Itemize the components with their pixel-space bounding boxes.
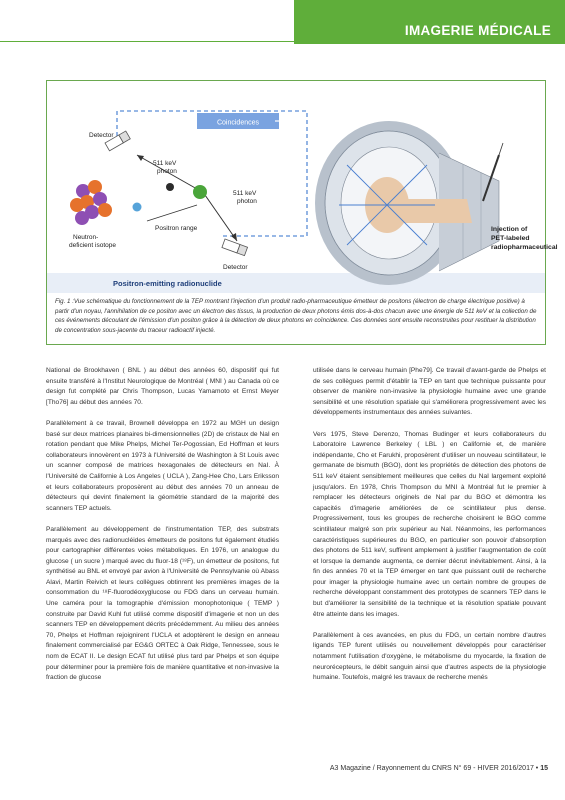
coincidences-label: Coincidences [216,119,260,127]
photon-arrow-right [205,195,237,241]
paragraph: National de Brookhaven ( BNL ) au début des années 60, dispositif qui fut ensuite transféré à l'Institut Neurologique de Montréal ( MNI ) au Canada où ce design fut complété par Chris Thompson, Lucas Yamamoto et Ernst Meyer [Tho76] au début des années 70. [46,367,279,406]
paragraph: Parallèlement à ces avancées, en plus du FDG, un certain nombre d'autres ligands TEP furent utilisés ou nouvellement développés pour caractériser notamment l'utilisation d'oxygène, le métabolisme du myocarde, la fixation de neurorécepteurs, le débit sanguin ainsi que d'autres aspects de la physiologie humaine. Toutefois, malgré les travaux de recherche menés [313,631,546,682]
pet-schematic-figure [47,81,558,293]
isotope-label-2: deficient isotope [69,242,116,249]
electron-particle [166,183,174,191]
header-rule [0,41,294,42]
figure-caption: Fig. 1 :Vue schématique du fonctionnement de la TEP montrant l'injection d'un produit radio-pharmaceutique émetteur de positons (électron de charge électrique positive) à partir d'un noyau, l'annihilation de ce positon avec un électron des tissus, la production de deux photons émis dos-à-dos chacun avec une énergie de 511 keV et la collection de ces événements découlant de l'émission d'un positon grâce à la détection de deux photons en coïncidence. Ces données sont ensuite reconstruites pour restituer la distribution de concentration sous-jacente du traceur radioactif injecté. [55,298,537,334]
pet-scanner-ring-icon [315,121,499,285]
injection-label-3: radiopharmaceutical [491,244,558,251]
photon-top-label-2: photon [157,168,177,175]
page-number: 15 [540,765,548,772]
paragraph: Vers 1975, Steve Derenzo, Thomas Budinger et leurs collaborateurs du Laboratoire Lawrence Berkeley ( LBL ) en Californie et, de manière indépendante, Cho et Farukhi, proposèrent d'utiliser un nouveau scintillateur, le germanate de bismuth (BGO), dont les propriétés de détection des photons de 511 keV étaient sensiblement meilleures que celles du NaI largement exploité jusqu'alors. En 1978, Chris Thompson du MNI à Montréal fut le premier à remplacer les détecteurs originels de NaI par du BGO et démontra les capacités d'imagerie améliorées de ce scintillateur plus dense. Progressivement, tous les groupes de recherche choisirent le BGO comme scintillateur malgré son prix supérieur au NaI. Néanmoins, les performances caractéristiques supérieures du BGO, en particulier son pouvoir d'absorption des photons de 511 keV, suffirent amplement à justifier l'augmentation de coût et lorsque la demande augmenta, ce dernier décrut inévitablement. Ainsi, à la fin des années 70 et la TEP émerger en tant que puissant outil de recherche pour imager la physiologie humaine avec un certain nombre de groupes de recherche développant constamment des prototypes de scanners TEP dans le but d'améliorer la sensibilité de la technique et la résolution spatiale pouvant être atteinte dans les images. [313,430,546,618]
page-footer [330,765,548,772]
body-column-left [46,366,279,694]
section-title: IMAGERIE MÉDICALE [404,23,551,38]
photon-right-label-2: photon [237,198,257,205]
annihilation-burst [193,185,207,199]
paragraph: Parallèlement au développement de l'instrumentation TEP, des substrats marqués avec des radionucléides émetteurs de positons fut également étudiés pour cartographier différentes voies métaboliques. En 1976, un analogue du glucose ( un sucre ) marqué avec du fluor-18 (¹⁸F), un émetteur de positons, fut synthétisé au BNL et envoyé par avion à l'Université de Pennsylvanie où Abass Alavi, Martin Reivich et leurs collègues obtinrent les premières images de la consommation du ¹⁸F-fluorodéoxyglucose ou FDG dans un cerveau humain. Une caméra pour la tomographie d'émission monophotonique ( TEMP ) construite par David Kuhl fut utilisé comme dispositif d'imagerie et non un des scanners TEP en développement décrits précédemment. Au milieu des années 70, Phelps et Hoffman rejoignirent l'UCLA et adoptèrent le design en anneau finalement commercialisé par EG&G ORTEC à Oak Ridge, Tennessee, sous le nom de ECAT II. Le design ECAT fut utilisé plus tard par Phelps et son équipe pour déterminer pour la première fois de manière quantitative et non-invasive la fraction de glucose [46,525,279,682]
body-column-right [313,366,546,694]
photon-right-label: 511 keV [233,190,257,197]
paragraph: Parallèlement à ce travail, Brownell développa en 1972 au MGH un design basé sur deux matrices planaires bi-dimensionnelles (2D) de cristaux de NaI en rotation pendant que Mike Phelps, Michel Ter-Pogossian, Ed Hoffman et leurs collaborateurs innovèrent en 1973 à l'Université de Washington à St Louis avec un scanner composé de matrices hexagonales de détecteurs en NaI. À l'Université de Californie à Los Angeles ( UCLA ), Zang-Hee Cho, Lars Eriksson et leurs collaborateurs proposèrent au début des années 70 un anneau de détecteurs qui devint finalement la géométrie standard de la majorité des scanners TEP actuels. [46,419,279,512]
injection-label: Injection of [491,226,528,233]
coincidence-loop [117,111,307,236]
detector-bottom-icon [222,239,248,256]
photon-top-label: 511 keV [153,160,177,167]
isotope-label: Neutron- [73,234,99,241]
injection-label-2: PET-labeled [491,235,530,242]
positron-range-label: Positron range [155,225,198,232]
positron-particle [133,203,142,212]
detector-bottom-label: Detector [223,264,248,271]
nucleus-icon [70,180,112,225]
figure-box [46,80,558,345]
section-header-band [294,0,565,44]
figure-title: Positron-emitting radionuclide [113,279,222,288]
detector-top-label: Detector [89,132,114,139]
footer-publication: A3 Magazine / Rayonnement du CNRS N° 69 - HIVER 2016/2017 • [329,765,539,772]
paragraph: utilisée dans le cerveau humain [Phe79]. Ce travail d'avant-garde de Phelps et de ses collègues permit d'établir la TEP en tant que technique puissante pour observer de manière non-invasive la physiologie humaine avec une grande sensibilité et une résolution spatiale qui s'améliorera progressivement avec les développements instrumentaux des années suivantes. [313,367,546,417]
positron-range-arrow [147,205,197,221]
